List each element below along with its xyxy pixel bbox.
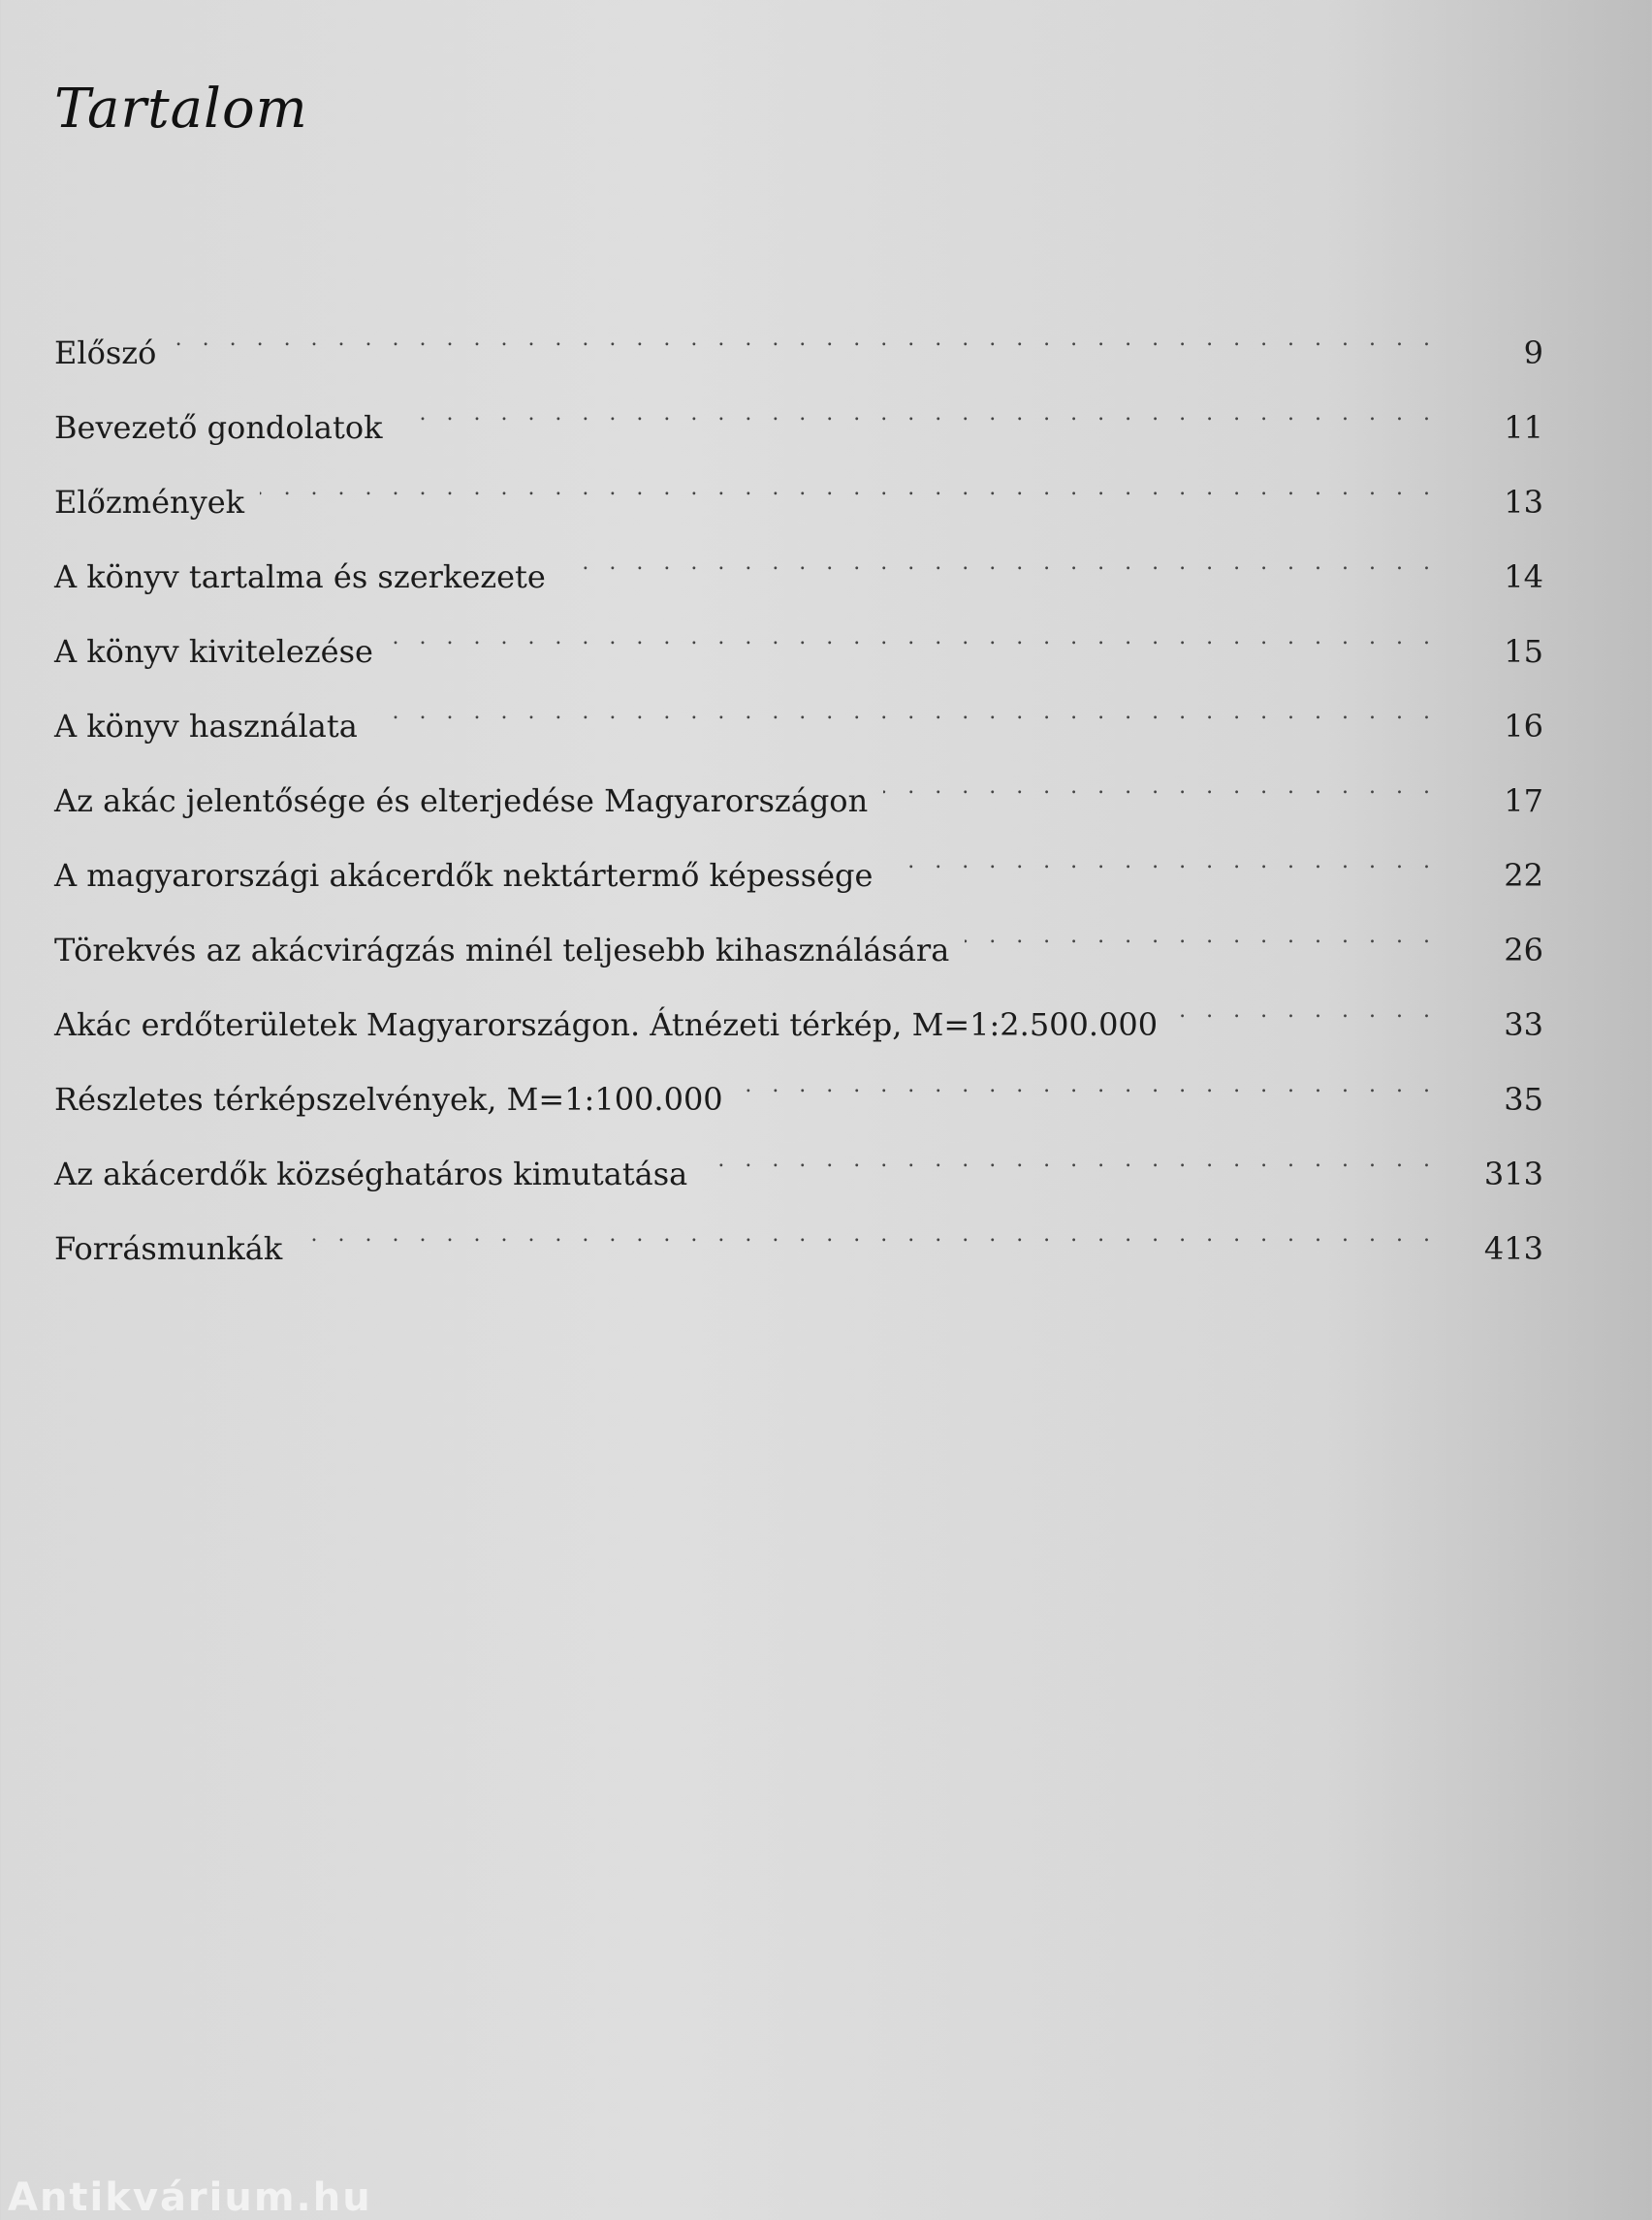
toc-entry-page: 16: [1504, 708, 1543, 745]
toc-entry-title: Akác erdőterületek Magyarországon. Átnézeti térkép, M=1:2.500.000: [54, 1006, 1159, 1043]
toc-entry-title: A könyv kivitelezése: [54, 633, 373, 670]
dot-leader: [561, 513, 1437, 587]
page-title: Tartalom: [54, 78, 308, 141]
toc-entry-title: A magyarországi akácerdők nektártermő képessége: [54, 857, 874, 894]
toc-entry-page: 413: [1483, 1230, 1543, 1267]
dot-leader: [373, 662, 1437, 737]
dot-leader: [703, 1110, 1437, 1185]
dot-leader: [398, 364, 1438, 438]
table-of-contents: [54, 289, 1543, 1267]
watermark: Antikvárium.hu: [8, 2175, 372, 2220]
toc-entry-page: 11: [1504, 409, 1543, 446]
toc-entry-page: 313: [1483, 1156, 1543, 1192]
toc-entry-title: A könyv tartalma és szerkezete: [54, 558, 546, 595]
toc-entry-title: Forrásmunkák: [54, 1230, 283, 1267]
toc-entry-title: Bevezető gondolatok: [54, 409, 383, 446]
toc-entry-title: Törekvés az akácvirágzás minél teljesebb kihasználására: [54, 932, 950, 968]
dot-leader: [965, 886, 1437, 961]
toc-entry[interactable]: [54, 364, 1543, 446]
toc-entry-page: 35: [1504, 1081, 1543, 1118]
toc-entry-page: 26: [1504, 932, 1543, 968]
toc-entry[interactable]: [54, 438, 1543, 521]
toc-entry-page: 17: [1504, 782, 1543, 819]
toc-entry-title: Előszó: [54, 334, 157, 371]
toc-entry[interactable]: [54, 289, 1543, 371]
dot-leader: [1173, 961, 1437, 1035]
dot-leader: [298, 1185, 1437, 1259]
toc-entry-title: Az akácerdők községhatáros kimutatása: [54, 1156, 688, 1192]
toc-entry-page: 13: [1504, 484, 1543, 521]
toc-entry-page: 9: [1523, 334, 1543, 371]
toc-entry-title: Részletes térképszelvények, M=1:100.000: [54, 1081, 723, 1118]
toc-entry[interactable]: [54, 513, 1543, 595]
dot-leader: [172, 289, 1437, 364]
dot-leader: [260, 438, 1437, 513]
toc-entry-page: 15: [1504, 633, 1543, 670]
dot-leader: [888, 811, 1437, 886]
toc-entry-title: Az akác jelentősége és elterjedése Magyarországon: [54, 782, 869, 819]
toc-entry-page: 22: [1504, 857, 1543, 894]
toc-entry-page: 33: [1504, 1006, 1543, 1043]
dot-leader: [389, 587, 1437, 662]
toc-entry-title: Előzmények: [54, 484, 245, 521]
toc-entry-title: A könyv használata: [54, 708, 358, 745]
dot-leader: [883, 737, 1437, 811]
dot-leader: [739, 1035, 1437, 1110]
toc-entry-page: 14: [1504, 558, 1543, 595]
